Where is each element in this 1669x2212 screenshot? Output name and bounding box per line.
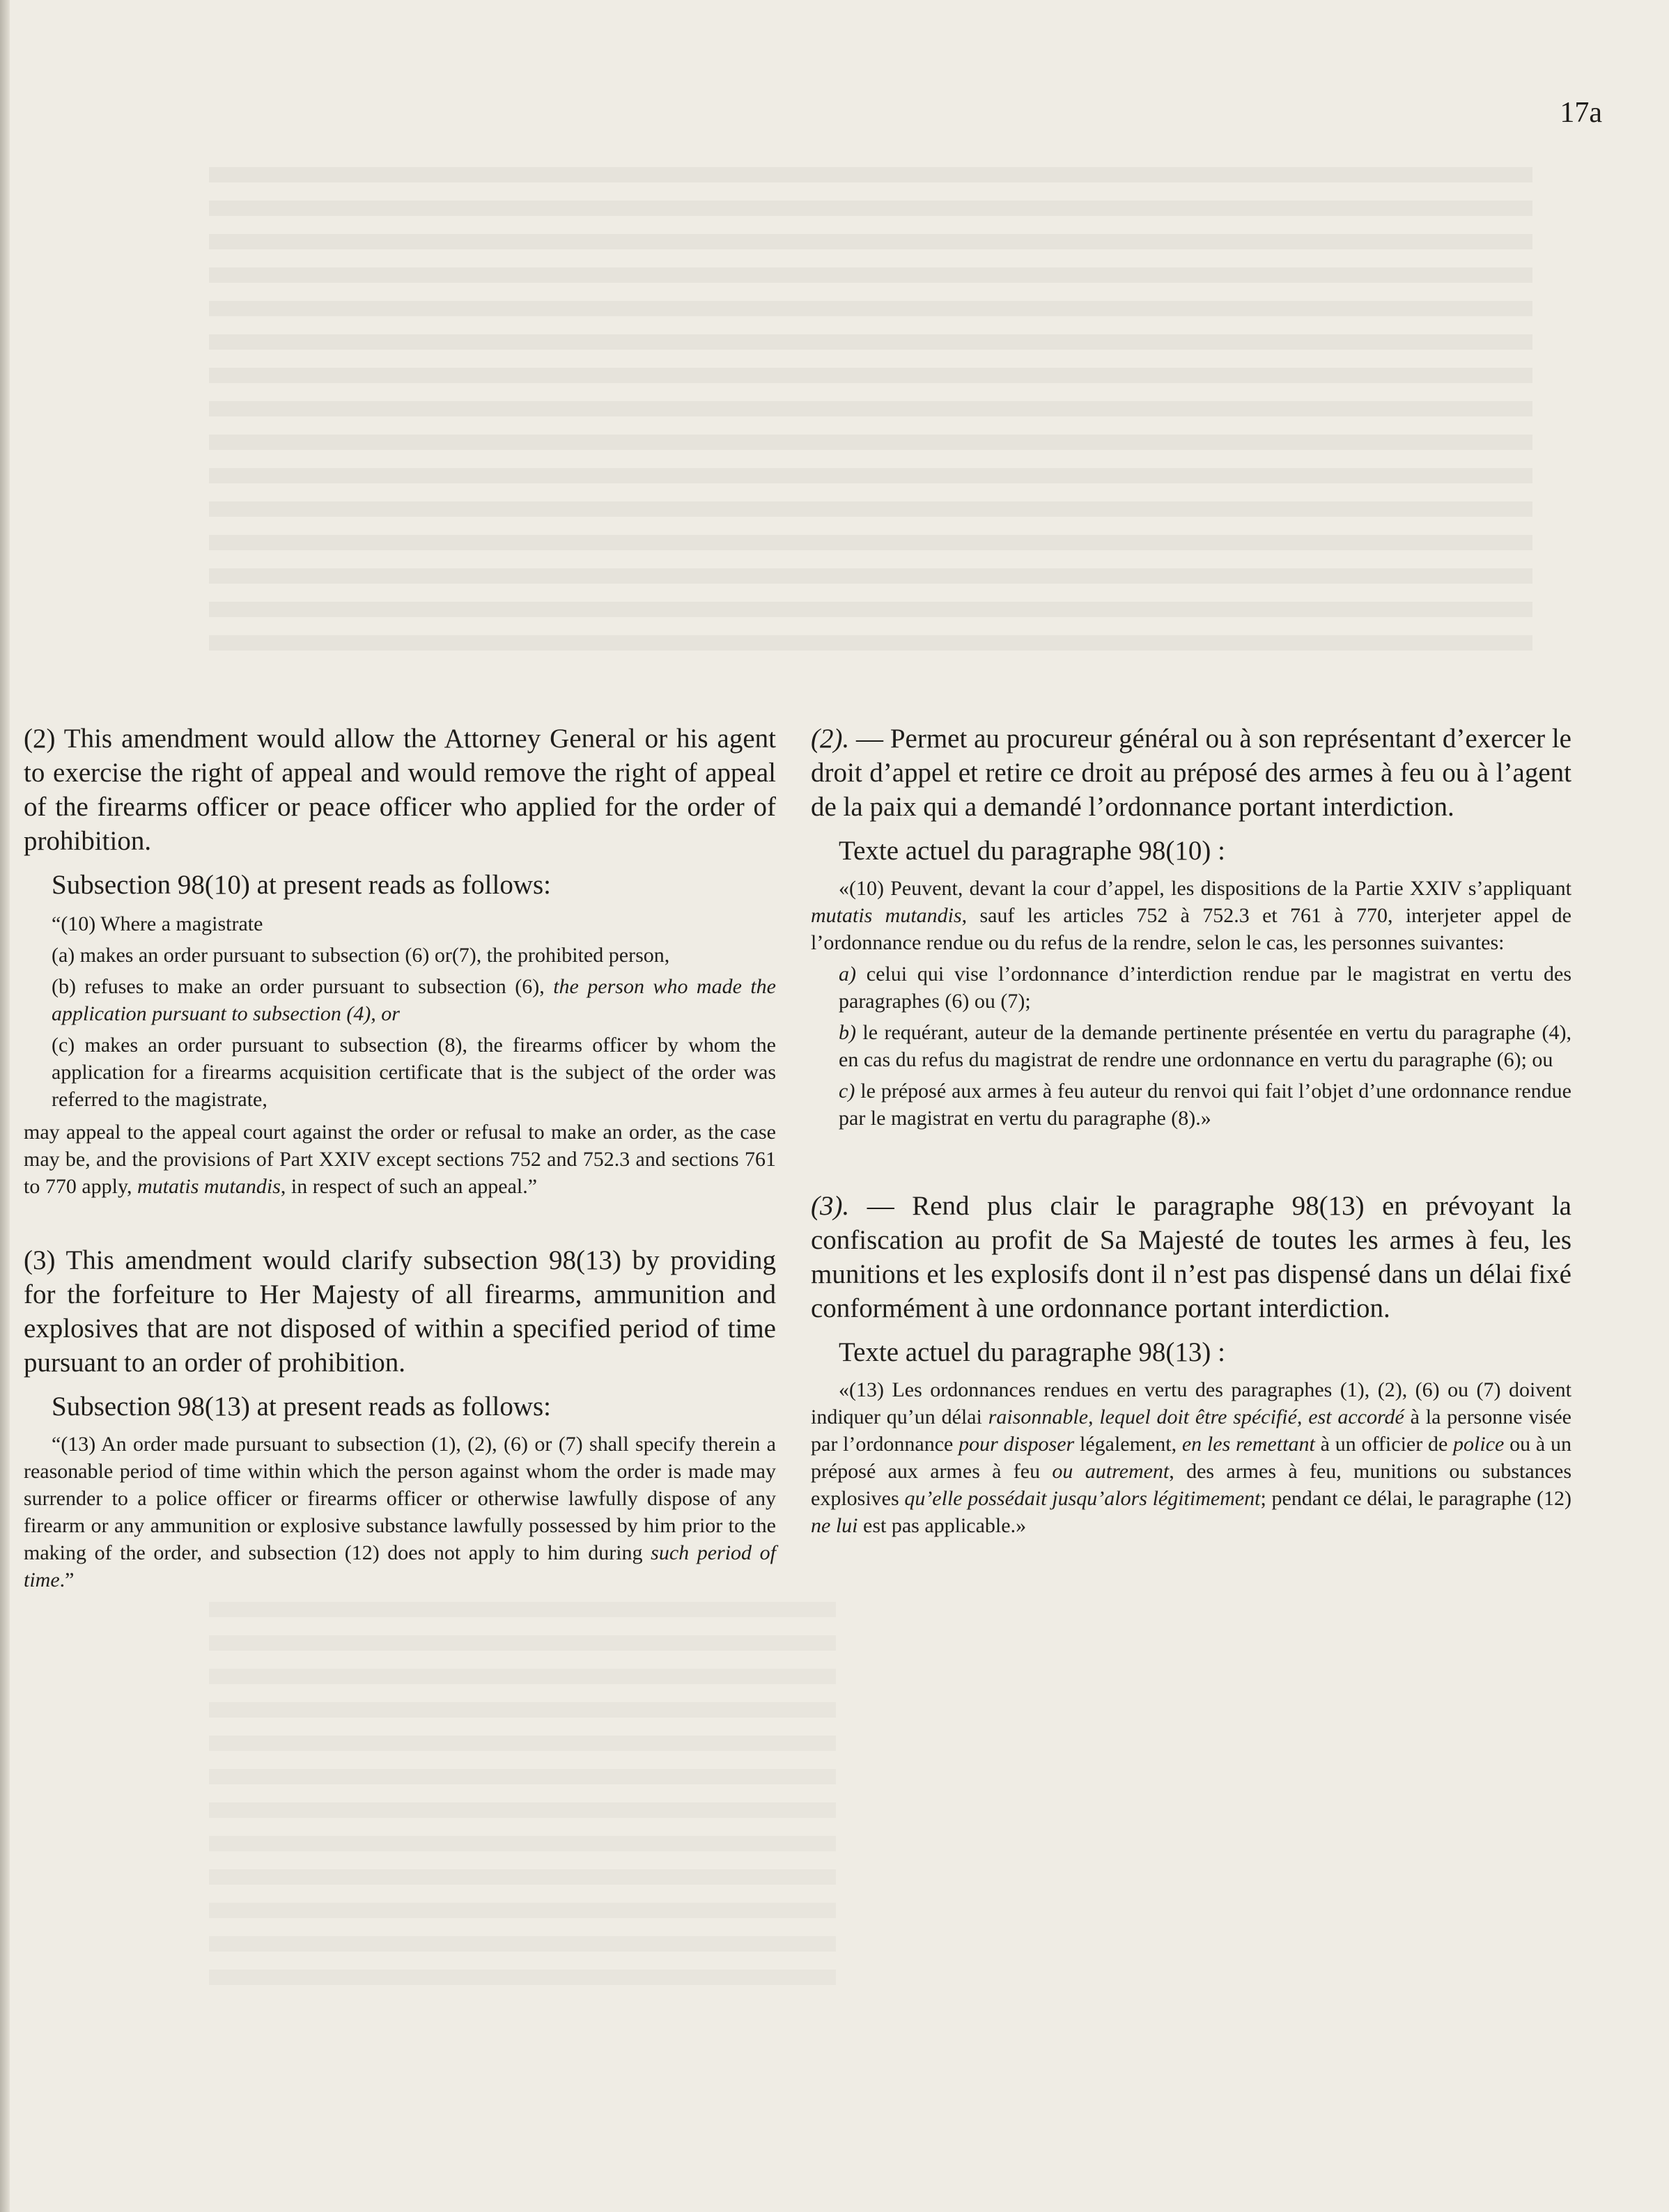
subsection-98-10-heading: “(10) Where a magistrate <box>52 912 263 935</box>
t98-13-seg-9: ou à un préposé aux armes à feu <box>811 1433 1571 1483</box>
tail-text: may appeal to the appeal court against the order or refusal to make an order, as the case may be, and the provisions of Part XXIV except sections 752 and 752.3 and sections 761 to 770 apply, <box>24 1121 776 1198</box>
item-c-text: le préposé aux armes à feu auteur du renvoi qui fait l’objet d’une ordonnance rendue par le magistrat en vertu du paragraphe (8).» <box>839 1080 1571 1130</box>
subsection-98-10-item-a: (a) makes an order pursuant to subsection (6) or(7), the prohibited person, <box>52 944 670 967</box>
t98-10-italic: mutatis mutandis <box>811 904 962 927</box>
t98-13-seg-2: raisonnable, lequel doit être spécifié, est accordé <box>988 1405 1404 1428</box>
french-para-2-text: — Permet au procureur général ou à son représentant d’exercer le droit d’appel et retire ce droit au préposé des armes à feu ou à l’agent de la paix qui a demandé l’ordonnance portant interdiction. <box>811 724 1571 822</box>
page-number: 17a <box>1560 97 1602 129</box>
texte-98-10-item-c <box>839 1077 1571 1132</box>
french-para-2-number: (2). <box>811 724 850 754</box>
subsection-98-10-item-b <box>52 973 776 1027</box>
subsection-98-13-text <box>24 1431 776 1594</box>
t98-13-seg-5: légalement, <box>1074 1433 1182 1456</box>
tail-end-text: , in respect of such an appeal.” <box>280 1175 538 1198</box>
english-para-2: (2) This amendment would allow the Attorney General or his agent to exercise the right of appeal and would remove the right of appeal of the firearms officer or peace officer who applied for the order of prohibition. <box>24 724 776 856</box>
t98-13-seg-13: ; pendant ce délai, le paragraphe (12) <box>1260 1487 1572 1510</box>
subsection-98-10-lead: Subsection 98(10) at present reads as follows: <box>52 870 552 900</box>
t98-10-text-a: «(10) Peuvent, devant la cour d’appel, les dispositions de la Partie XXIV s’appliquant <box>839 877 1571 900</box>
english-column <box>24 722 776 1594</box>
texte-98-10-item-b <box>839 1019 1571 1073</box>
french-para-3-number: (3). <box>811 1191 850 1221</box>
texte-98-13-lead: Texte actuel du paragraphe 98(13) : <box>839 1337 1225 1367</box>
t98-13-seg-12: qu’elle possédait jusqu’alors légitimement <box>904 1487 1261 1510</box>
item-c-letter: c) <box>839 1080 855 1103</box>
tail-italic-text: mutatis mutandis <box>137 1175 281 1198</box>
t98-13-seg-1: «(13) Les ordonnances rendues en vertu des paragraphes (1), (2), (6) ou (7) doivent indiquer qu’un délai <box>811 1378 1571 1428</box>
subsection-98-10-item-c: (c) makes an order pursuant to subsection (8), the firearms officer by whom the application for a firearms acquisition certificate that is the subject of the order was referred to the magistrate, <box>52 1034 776 1111</box>
texte-98-10-lead: Texte actuel du paragraphe 98(10) : <box>839 836 1225 866</box>
s98-13-end-text: .” <box>59 1568 75 1591</box>
item-b-italic-text: the person who made the application pursuant to subsection (4), or <box>52 975 776 1025</box>
french-para-3-text: — Rend plus clair le paragraphe 98(13) en prévoyant la confiscation au profit de Sa Majesté de toutes les armes à feu, les munitions et les explosifs dont il n’est pas dispensé dans un délai fixé conformément à une ordonnance portant interdiction. <box>811 1191 1571 1323</box>
subsection-98-10-tail <box>24 1119 776 1200</box>
item-a-letter: a) <box>839 963 856 986</box>
t98-13-seg-8: police <box>1453 1433 1505 1456</box>
t98-13-seg-6: en les remettant <box>1181 1433 1315 1456</box>
french-para-3 <box>811 1189 1571 1325</box>
t98-13-seg-14: ne lui <box>811 1514 858 1537</box>
s98-13-italic-text: such period of time <box>24 1541 776 1591</box>
french-para-2 <box>811 722 1571 824</box>
texte-98-13-text <box>811 1376 1571 1539</box>
t98-10-text-c: , sauf les articles 752 à 752.3 et 761 à 770, interjeter appel de l’ordonnance rendue ou du refus de la rendre, selon le cas, les personnes suivantes: <box>811 904 1571 954</box>
english-para-3: (3) This amendment would clarify subsection 98(13) by providing for the forfeiture to Her Majesty of all firearms, ammunition and explosives that are not disposed of within a specified period of time pursuant to an order of prohibition. <box>24 1245 776 1378</box>
t98-13-seg-4: pour disposer <box>958 1433 1075 1456</box>
t98-13-seg-3: à la personne visée par l’ordonnance <box>811 1405 1571 1456</box>
item-a-text: celui qui vise l’ordonnance d’interdiction rendue par le magistrat en vertu des paragraphes (6) ou (7); <box>839 963 1571 1013</box>
t98-13-seg-11: , des armes à feu, munitions ou substances explosives <box>811 1460 1571 1510</box>
texte-98-10-intro <box>811 875 1571 956</box>
item-b-text: le requérant, auteur de la demande pertinente présentée en vertu du paragraphe (4), en cas du refus du magistrat de rendre une ordonnance en vertu du paragraphe (6); ou <box>839 1021 1571 1071</box>
t98-13-seg-10: ou autrement <box>1052 1460 1170 1483</box>
item-b-letter: b) <box>839 1021 856 1044</box>
t98-13-seg-7: à un officier de <box>1314 1433 1454 1456</box>
page-binding-shadow <box>0 0 10 2212</box>
t98-13-seg-15: est pas applicable.» <box>857 1514 1027 1537</box>
texte-98-10-item-a <box>839 960 1571 1015</box>
s98-13-text: “(13) An order made pursuant to subsection (1), (2), (6) or (7) shall specify therein a reasonable period of time within which the person against whom the order is made may surrender to a police officer or firearms officer or otherwise lawfully dispose of any firearm or any ammunition or explosive substance lawfully possessed by him prior to the making of the order, and subsection (12) does not apply to him during <box>24 1433 776 1564</box>
item-b-text: (b) refuses to make an order pursuant to subsection (6), <box>52 975 554 998</box>
french-column <box>811 722 1571 1539</box>
subsection-98-13-lead: Subsection 98(13) at present reads as follows: <box>52 1392 552 1422</box>
